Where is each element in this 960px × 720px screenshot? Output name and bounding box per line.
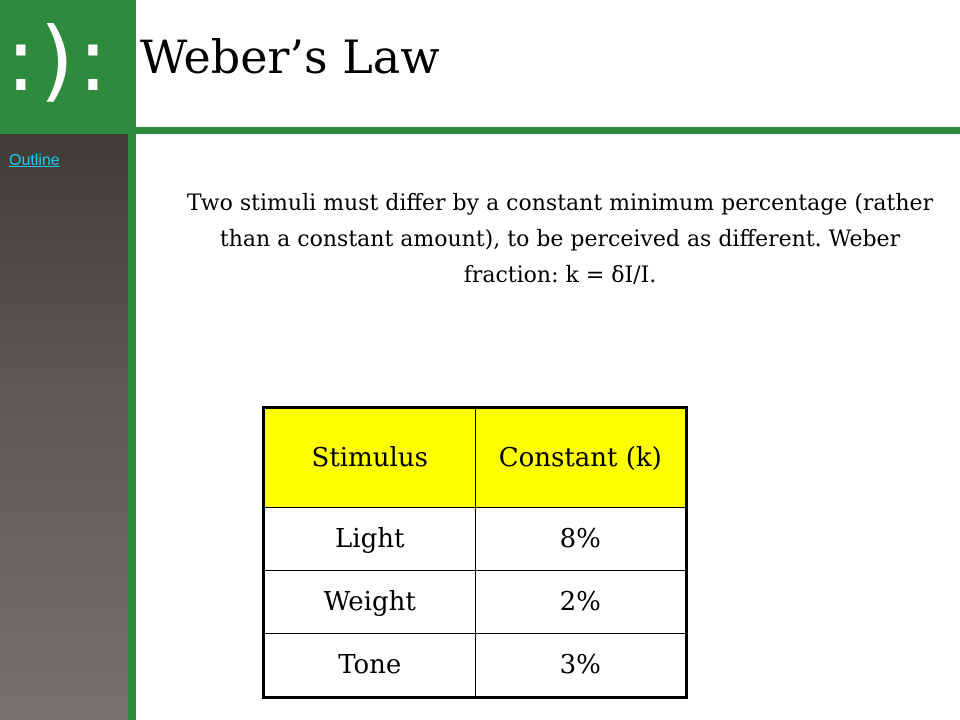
table-header-row (264, 408, 687, 508)
slide-title: Weber’s Law (140, 30, 440, 84)
sidebar-accent-stripe (128, 134, 136, 720)
header-stimulus: Stimulus (264, 408, 476, 508)
table-row (264, 571, 687, 634)
weber-constants-table (262, 406, 688, 699)
stimulus-cell: Weight (264, 571, 476, 634)
sidebar (0, 134, 128, 720)
outline-link[interactable]: Outline (9, 152, 60, 169)
stimulus-cell: Tone (264, 634, 476, 698)
constant-cell: 8% (475, 508, 687, 571)
constant-cell: 3% (475, 634, 687, 698)
stimulus-cell: Light (264, 508, 476, 571)
header-constant: Constant (k) (475, 408, 687, 508)
table-row (264, 634, 687, 698)
constant-cell: 2% (475, 571, 687, 634)
smiley-logo: :): (6, 8, 112, 111)
table-row (264, 508, 687, 571)
definition-text: Two stimuli must differ by a constant minimum percentage (rather than a constant amount), to be perceived as different. Weber fraction: k = δI/I. (186, 191, 934, 288)
header-rule (136, 127, 960, 134)
logo-box (0, 0, 136, 134)
